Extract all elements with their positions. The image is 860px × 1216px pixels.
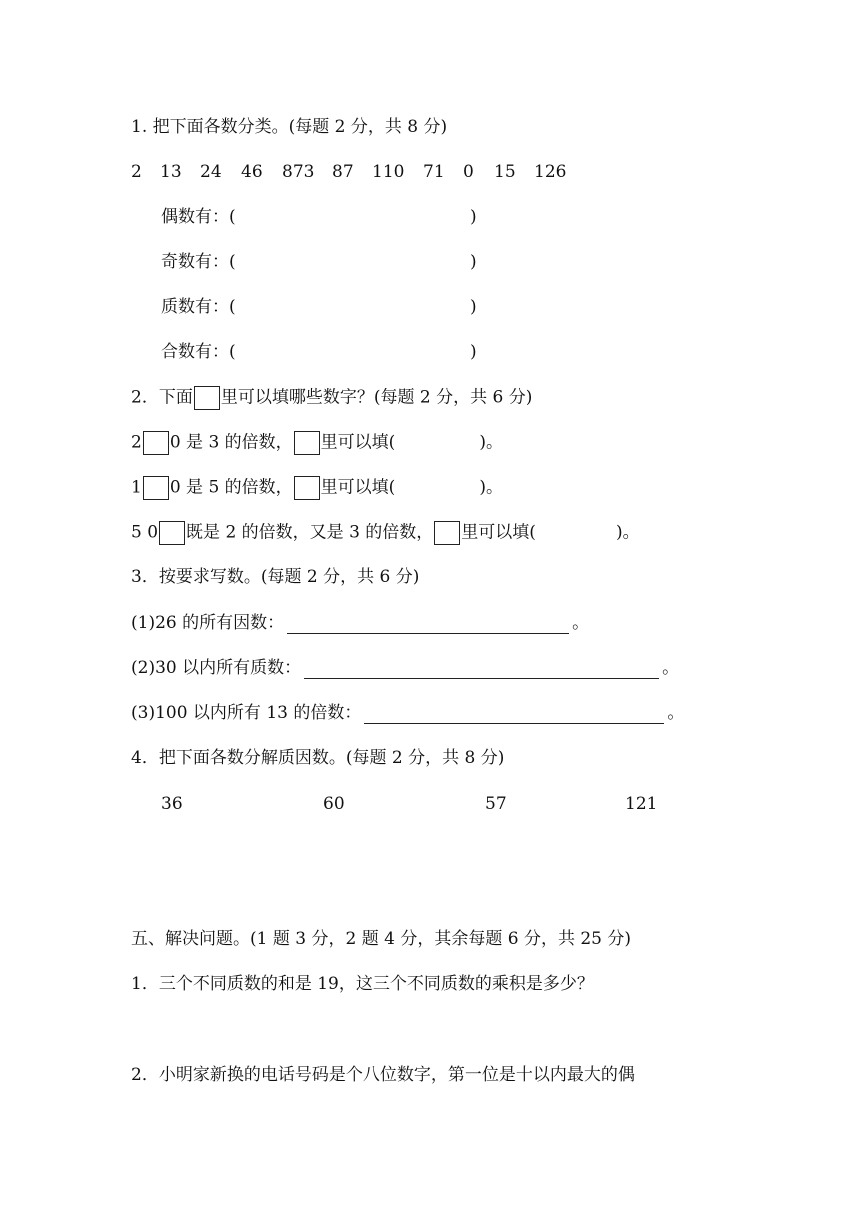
q2-text: 里可以填(	[320, 477, 396, 498]
answer-box	[194, 386, 220, 410]
q2-text: 5 0	[131, 522, 159, 543]
q3-title: 3．按要求写数。(每题 2 分，共 6 分)	[131, 567, 420, 587]
q1-title: 1. 把下面各数分类。(每题 2 分，共 8 分)	[131, 117, 448, 137]
q1-number: 13	[160, 162, 182, 182]
q3-prompt: (2)30 以内所有质数：	[131, 658, 302, 678]
q2-row-3	[131, 521, 640, 543]
odd-label: 奇数有：(	[161, 252, 236, 272]
answer-box	[294, 431, 320, 455]
section5-title: 五、解决问题。(1 题 3 分，2 题 4 分，其余每题 6 分，共 25 分)	[131, 929, 632, 949]
odd-close: )	[470, 252, 477, 272]
q2-text: )。	[615, 522, 640, 543]
prime-close: )	[470, 297, 477, 317]
answer-box	[294, 476, 320, 500]
q1-number: 87	[332, 162, 354, 182]
prime-row	[161, 296, 236, 318]
q2-text: 0 是 3 的倍数，	[169, 432, 293, 453]
q3-part-3	[131, 702, 684, 724]
q3-end: 。	[572, 613, 590, 633]
q2-row-2	[131, 476, 503, 498]
q2-text: 里可以填(	[320, 432, 396, 453]
section5-q2: 2．小明家新换的电话号码是个八位数字，第一位是十以内最大的偶	[131, 1065, 635, 1085]
q2-text: )。	[479, 477, 503, 498]
q2-text: 2	[131, 432, 142, 453]
q1-number: 24	[200, 162, 222, 182]
q1-number: 2	[131, 162, 142, 182]
q1-number: 873	[282, 162, 315, 182]
even-row	[161, 206, 236, 228]
q4-number: 60	[323, 794, 345, 814]
digit-box[interactable]	[143, 431, 169, 455]
digit-box[interactable]	[143, 476, 169, 500]
q3-prompt: (1)26 的所有因数：	[131, 613, 285, 633]
q4-number: 57	[485, 794, 507, 814]
digit-box[interactable]	[159, 521, 185, 545]
q3-part-1	[131, 612, 589, 634]
q3-prompt: (3)100 以内所有 13 的倍数：	[131, 703, 362, 723]
q2-text: 里可以填(	[461, 522, 536, 543]
q1-number: 126	[534, 162, 567, 182]
composite-label: 合数有：(	[161, 342, 236, 362]
q3-part-2	[131, 657, 679, 679]
q1-number: 46	[241, 162, 263, 182]
answer-line[interactable]	[304, 660, 659, 679]
composite-row	[161, 341, 236, 363]
odd-row	[161, 251, 236, 273]
q1-number: 15	[494, 162, 516, 182]
q4-title: 4．把下面各数分解质因数。(每题 2 分，共 8 分)	[131, 748, 505, 768]
q3-end: 。	[667, 703, 685, 723]
q1-number: 71	[423, 162, 445, 182]
answer-box	[434, 521, 460, 545]
answer-line[interactable]	[287, 615, 569, 634]
composite-close: )	[470, 342, 477, 362]
answer-line[interactable]	[364, 705, 664, 724]
q2-text: )。	[479, 432, 503, 453]
q2-title	[131, 386, 532, 408]
q2-text: 0 是 5 的倍数，	[169, 477, 293, 498]
q1-number: 110	[372, 162, 405, 182]
even-label: 偶数有：(	[161, 207, 236, 227]
prime-label: 质数有：(	[161, 297, 236, 317]
q2-row-1	[131, 431, 503, 453]
even-close: )	[470, 207, 477, 227]
q2-text: 1	[131, 477, 142, 498]
q4-number: 36	[161, 794, 183, 814]
section5-q1: 1．三个不同质数的和是 19，这三个不同质数的乘积是多少？	[131, 974, 594, 994]
q2-text: 既是 2 的倍数，又是 3 的倍数，	[186, 522, 434, 543]
q2-title-part: 里可以填哪些数字？(每题 2 分，共 6 分)	[220, 387, 533, 408]
q4-number: 121	[625, 794, 658, 814]
q3-end: 。	[662, 658, 680, 678]
q2-title-part: 2．下面	[131, 387, 193, 408]
q1-number: 0	[463, 162, 474, 182]
